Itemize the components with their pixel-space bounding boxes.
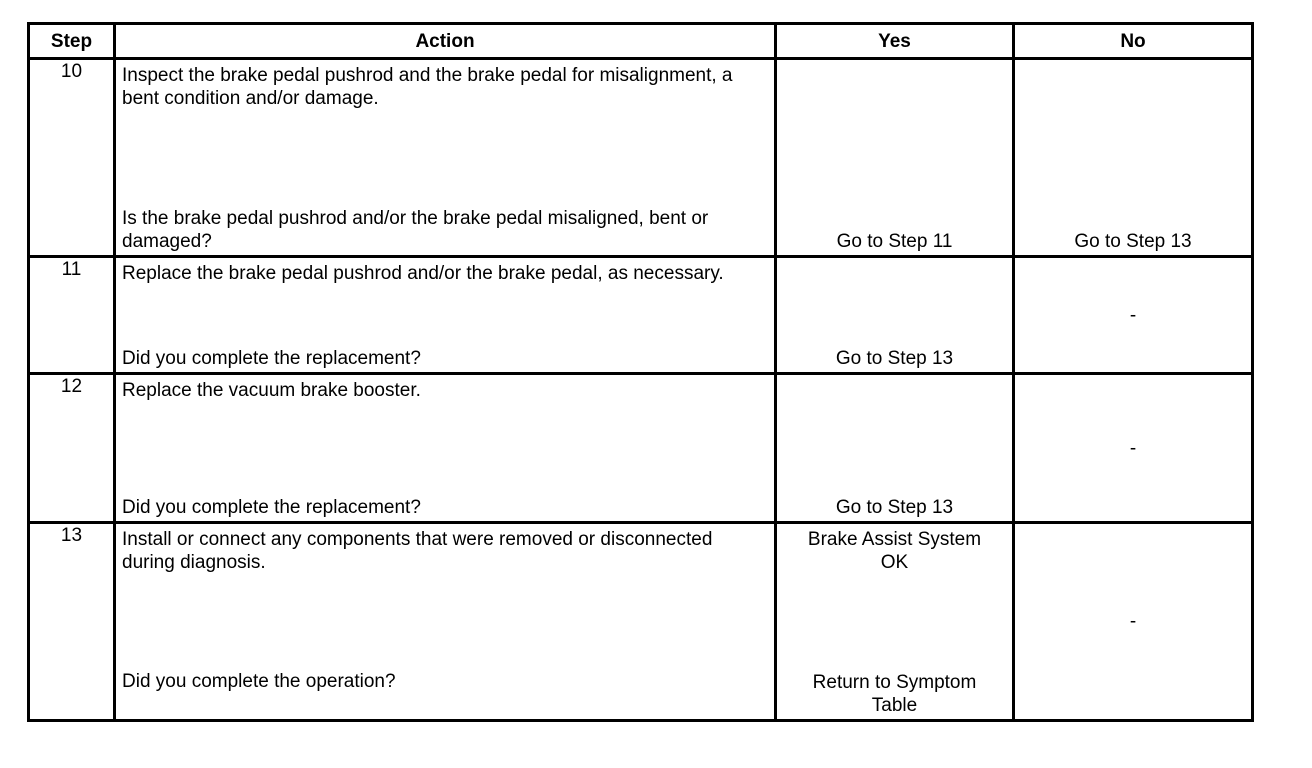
yes-result: Go to Step 13 xyxy=(835,497,954,518)
step-number: 10 xyxy=(29,59,115,257)
action-cell xyxy=(115,523,776,721)
action-question: Did you complete the replacement? xyxy=(122,348,421,369)
yes-cell xyxy=(776,374,1014,523)
no-result: - xyxy=(1014,374,1253,523)
no-cell xyxy=(1014,59,1253,257)
yes-result: Go to Step 11 xyxy=(836,231,953,252)
yes-result-top: Brake Assist System OK xyxy=(807,529,982,573)
header-no: No xyxy=(1014,24,1253,59)
yes-result: Go to Step 13 xyxy=(835,348,954,369)
action-cell xyxy=(115,59,776,257)
action-question: Is the brake pedal pushrod and/or the brake pedal misaligned, bent or damaged? xyxy=(122,208,709,252)
action-cell xyxy=(115,374,776,523)
no-result: - xyxy=(1014,523,1253,721)
table-row xyxy=(29,374,1253,523)
action-description: Install or connect any components that were removed or disconnected during diagnosis. xyxy=(122,529,713,573)
no-result: Go to Step 13 xyxy=(1074,231,1192,252)
table-row xyxy=(29,59,1253,257)
yes-result: Return to Symptom Table xyxy=(812,672,977,716)
action-cell xyxy=(115,257,776,374)
table-header-row xyxy=(29,24,1253,59)
table-row xyxy=(29,523,1253,721)
action-question: Did you complete the replacement? xyxy=(122,497,421,518)
header-yes: Yes xyxy=(776,24,1014,59)
yes-cell xyxy=(776,523,1014,721)
step-number: 12 xyxy=(29,374,115,523)
action-description: Inspect the brake pedal pushrod and the brake pedal for misalignment, a bent condition and/or damage. xyxy=(122,65,733,109)
table-row xyxy=(29,257,1253,374)
yes-cell xyxy=(776,59,1014,257)
step-number: 11 xyxy=(29,257,115,374)
step-number: 13 xyxy=(29,523,115,721)
action-description: Replace the brake pedal pushrod and/or the brake pedal, as necessary. xyxy=(122,263,724,284)
action-description: Replace the vacuum brake booster. xyxy=(122,380,421,401)
action-question: Did you complete the operation? xyxy=(122,671,396,692)
header-action: Action xyxy=(115,24,776,59)
header-step: Step xyxy=(29,24,115,59)
no-result: - xyxy=(1014,257,1253,374)
yes-cell xyxy=(776,257,1014,374)
diagnostic-steps-table xyxy=(27,22,1254,722)
